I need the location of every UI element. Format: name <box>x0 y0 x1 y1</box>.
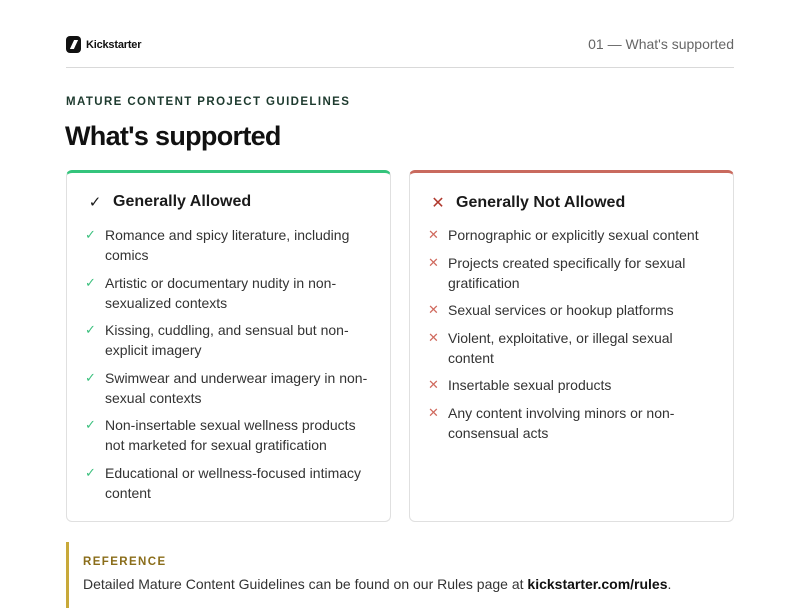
check-icon: ✓ <box>85 227 96 242</box>
cross-icon: ✕ <box>428 329 439 345</box>
list-item <box>83 273 376 313</box>
page-title: What's supported <box>65 121 281 151</box>
list-item <box>83 415 376 455</box>
cross-icon: ✕ <box>428 377 439 392</box>
not-allowed-list <box>426 225 719 450</box>
list-item <box>426 375 719 395</box>
check-icon: ✓ <box>88 194 102 211</box>
list-item-text: Romance and spicy literature, including comics <box>105 227 350 263</box>
allowed-card-header <box>87 193 251 211</box>
reference-suffix: . <box>667 576 672 592</box>
not-allowed-card <box>409 170 734 522</box>
check-icon: ✓ <box>85 369 96 385</box>
rules-link[interactable]: kickstarter.com/rules <box>527 576 668 592</box>
check-icon: ✓ <box>85 274 96 290</box>
page-header <box>66 30 734 68</box>
kickstarter-logo-icon <box>66 36 81 53</box>
list-item-text: Educational or wellness-focused intimacy content <box>105 464 362 501</box>
list-item-text: Sexual services or hookup platforms <box>448 302 674 318</box>
section-label: 01 — What's supported <box>588 36 734 52</box>
check-icon: ✓ <box>85 417 96 432</box>
list-item <box>426 403 719 443</box>
list-item <box>83 368 376 408</box>
list-item <box>426 328 719 368</box>
check-icon: ✓ <box>85 464 96 480</box>
not-allowed-heading: Generally Not Allowed <box>456 194 626 211</box>
cross-icon: ✕ <box>431 195 445 212</box>
list-item-text: Non-insertable sexual wellness products not marketed for sexual gratification <box>105 417 356 453</box>
cross-icon: ✕ <box>428 254 439 270</box>
list-item-text: Artistic or documentary nudity in non-sexualized contexts <box>105 274 337 311</box>
reference-label: REFERENCE <box>83 556 167 568</box>
reference-text <box>83 576 706 592</box>
list-item <box>83 320 376 360</box>
list-item-text: Pornographic or explicitly sexual content <box>448 227 699 243</box>
reference-callout <box>66 542 706 608</box>
list-item-text: Projects created specifically for sexual gratification <box>448 254 686 291</box>
list-item <box>83 225 376 265</box>
list-item <box>83 463 376 503</box>
list-item-text: Insertable sexual products <box>448 377 612 393</box>
eyebrow-heading: MATURE CONTENT PROJECT GUIDELINES <box>66 96 351 108</box>
list-item <box>426 300 719 320</box>
not-allowed-card-header <box>430 193 625 213</box>
allowed-heading: Generally Allowed <box>113 193 252 210</box>
list-item-text: Swimwear and underwear imagery in non-sexual contexts <box>105 369 368 406</box>
list-item-text: Violent, exploitative, or illegal sexual content <box>448 329 673 366</box>
brand[interactable] <box>66 36 141 53</box>
list-item <box>426 225 719 245</box>
list-item-text: Any content involving minors or non-consensual acts <box>448 404 675 441</box>
allowed-card <box>66 170 391 522</box>
cross-icon: ✕ <box>428 302 439 317</box>
reference-body: Detailed Mature Content Guidelines can be found on our Rules page at <box>83 576 528 592</box>
cross-icon: ✕ <box>428 404 439 420</box>
brand-name: Kickstarter <box>86 38 142 51</box>
list-item <box>426 253 719 293</box>
allowed-list <box>83 225 376 510</box>
cross-icon: ✕ <box>428 227 439 242</box>
list-item-text: Kissing, cuddling, and sensual but non-explicit imagery <box>105 322 349 358</box>
check-icon: ✓ <box>85 322 96 337</box>
